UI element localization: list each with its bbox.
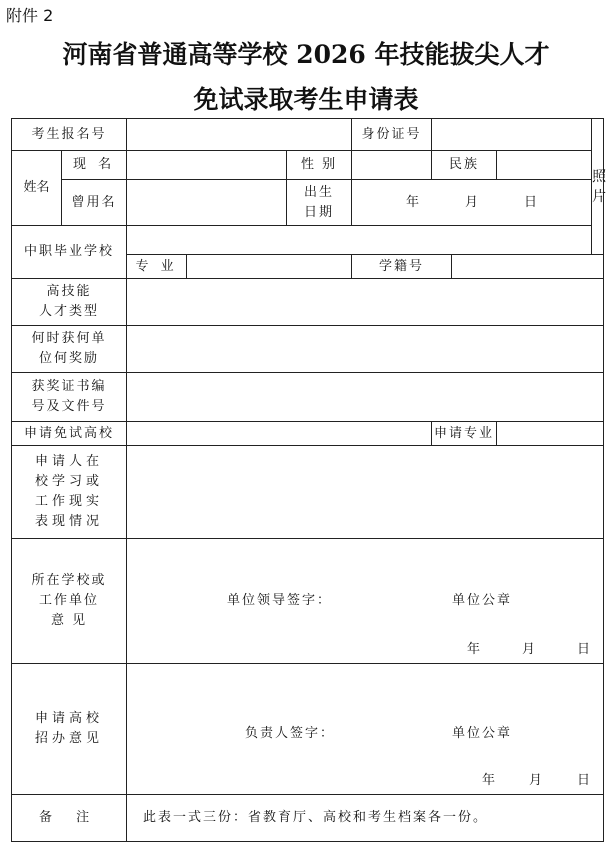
unit-opinion-month-label: 月 [522,642,538,657]
attachment-label: 附件 2 [6,6,54,25]
unit-opinion-label: 所在学校或 工作单位 意 见 [12,539,127,664]
birth-year-label: 年 [406,194,420,210]
talent-type-label: 高技能 人才类型 [12,279,127,326]
college-opinion-year-label: 年 [482,773,498,788]
apply-college-field[interactable] [127,422,432,446]
remarks-label: 备 注 [12,795,127,842]
form-title-line1: 河南省普通高等学校 2026 年技能拔尖人才 [62,40,550,69]
id-no-field[interactable] [432,119,592,151]
id-no-label: 身份证号 [352,119,432,151]
unit-opinion-day-label: 日 [577,642,593,657]
former-name-field[interactable] [127,180,287,226]
exam-no-field[interactable] [127,119,352,151]
name-label: 姓名 [12,151,62,226]
apply-major-label: 申请专业 [432,422,497,446]
apply-college-label: 申请免试高校 [12,422,127,446]
school-field[interactable] [127,226,592,255]
student-no-field[interactable] [452,255,604,279]
responsible-sign-label: 负责人签字： [245,726,336,741]
current-name-field[interactable] [127,151,287,180]
birth-month-label: 月 [465,194,479,210]
former-name-label: 曾用名 [62,180,127,226]
unit-opinion-year-label: 年 [467,642,483,657]
unit-opinion-box[interactable] [127,539,604,664]
college-opinion-day-label: 日 [577,773,593,788]
performance-field[interactable] [127,446,604,539]
gender-label: 性 别 [287,151,352,180]
college-seal-label: 单位公章 [452,726,513,741]
form-title-line2: 免试录取考生申请表 [193,85,419,114]
unit-seal-label: 单位公章 [452,593,513,608]
college-opinion-month-label: 月 [529,773,545,788]
college-opinion-label: 申请高校 招办意见 [12,664,127,795]
certificate-field[interactable] [127,373,604,422]
award-field[interactable] [127,326,604,373]
talent-type-field[interactable] [127,279,604,326]
major-label: 专 业 [127,255,187,279]
leader-sign-label: 单位领导签字： [227,593,333,608]
ethnicity-label: 民族 [432,151,497,180]
student-no-label: 学籍号 [352,255,452,279]
exam-no-label: 考生报名号 [12,119,127,151]
apply-major-field[interactable] [497,422,604,446]
birth-date-label: 出生 日期 [287,180,352,226]
photo-box[interactable]: 照 片 [592,119,604,255]
ethnicity-field[interactable] [497,151,592,180]
gender-field[interactable] [352,151,432,180]
current-name-label: 现 名 [62,151,127,180]
birth-day-label: 日 [524,194,538,210]
performance-label: 申请人在 校学习或 工作现实 表现情况 [12,446,127,539]
birth-date-field[interactable] [352,180,592,226]
remarks-text: 此表一式三份：省教育厅、高校和考生档案各一份。 [127,795,604,842]
major-field[interactable] [187,255,352,279]
award-label: 何时获何单 位何奖励 [12,326,127,373]
college-opinion-box[interactable] [127,664,604,795]
school-label: 中职毕业学校 [12,226,127,279]
application-form-table [11,118,607,842]
certificate-label: 获奖证书编 号及文件号 [12,373,127,422]
